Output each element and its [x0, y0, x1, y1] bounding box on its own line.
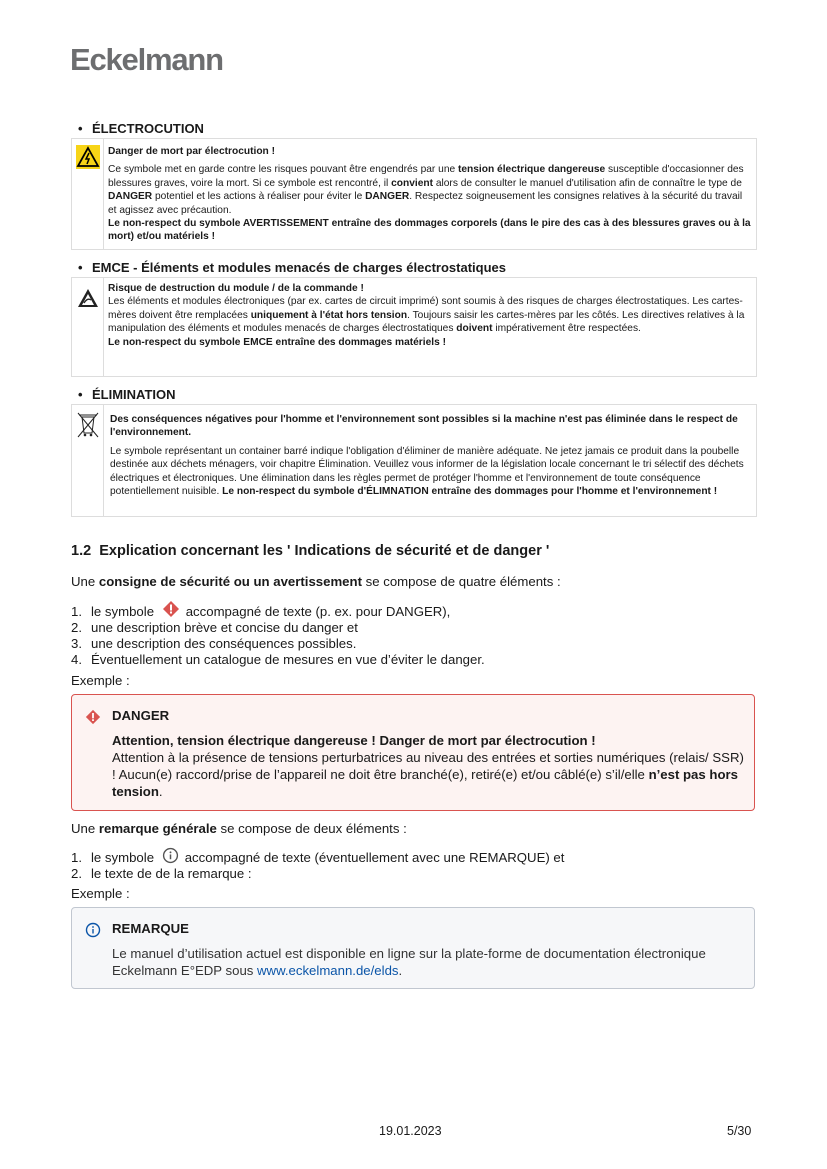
symbol-footer: Le non-respect du symbole EMCE entraîne des dommages matériels ! — [108, 336, 446, 348]
intro-safety — [71, 574, 561, 589]
info-icon — [85, 922, 101, 938]
symbol-body — [108, 295, 753, 335]
info-icon — [162, 847, 179, 864]
list-item: 2. une description brève et concise du danger et — [71, 620, 358, 635]
text-segment: alors de consulter le manuel d'utilisation afin de connaître le type de — [433, 177, 742, 189]
list-item: 2. le texte de de la remarque : — [71, 866, 252, 881]
symbol-lead: Risque de destruction du module / de la commande ! — [108, 283, 364, 294]
section-heading-electrocution: • ÉLECTROCUTION — [78, 121, 204, 136]
danger-diamond-icon — [85, 709, 101, 725]
text-segment: . Respectez soigneusement les consignes relatives à la sécurité du travail et agissez avec précaution. — [108, 191, 743, 216]
text-segment: Une — [71, 821, 99, 836]
example-label: Exemple : — [71, 673, 130, 688]
text-segment: se compose de quatre éléments : — [361, 574, 561, 589]
safety-elements-list — [71, 600, 485, 668]
text-segment: . Toujours saisir les cartes-mères par les côtés. Les directives relatives à la manipulation des éléments et modules menacés de charges électrostatiques — [108, 309, 745, 335]
symbol-body — [108, 163, 753, 217]
bold-text: convient — [391, 177, 433, 189]
eckelmann-logo: Eckelmann — [70, 42, 223, 77]
note-title: REMARQUE — [112, 921, 189, 936]
bold-text: doivent — [456, 323, 493, 335]
text-segment: impérativement être respectées. — [492, 323, 641, 335]
danger-panel — [71, 694, 755, 811]
list-item: 1. le symbole accompagné de texte (éventuellement avec une REMARQUE) et — [71, 847, 564, 866]
danger-diamond-icon — [162, 600, 180, 618]
text-segment: . — [158, 784, 163, 799]
text-segment: se compose de deux éléments : — [216, 821, 407, 836]
elds-link[interactable]: www.eckelmann.de/elds — [257, 963, 399, 978]
text-segment: Le symbole représentant un container barré indique l'obligation d'éliminer de manière adéquate. Ne jetez jamais ce produit dans la poubelle destinée aux déchets ménagers, voir chapitre Élimination. Veuillez vous informer de la législation locale concernant le tri sélectif des déchets électriques et électroniques. Une élimination dans les règles permet de protéger l'homme et l'environnement de toute conséquence potentiellement nuisible. — [110, 445, 744, 498]
bold-text: uniquement à l'état hors tension — [250, 309, 408, 321]
footer-page-number: 5/30 — [727, 1124, 752, 1138]
text-segment: Les éléments et modules électroniques (par ex. cartes de circuit imprimé) sont soumis à des risques de charges électrostatiques. Les cartes-mères doivent être remplacées — [108, 296, 743, 321]
symbol-table-electrocution — [71, 138, 757, 250]
bold-text: Le non-respect du symbole d'ÉLIMNATION entraîne des dommages pour l'homme et l'environnement ! — [222, 486, 718, 498]
section-heading-elimination: • ÉLIMINATION — [78, 387, 176, 402]
crossed-bin-icon — [72, 405, 104, 516]
electric-hazard-icon — [72, 139, 104, 249]
bold-text: n’est pas hors tension — [112, 767, 738, 799]
bold-text: DANGER — [108, 191, 153, 203]
danger-title: DANGER — [112, 708, 170, 723]
note-end: . — [398, 963, 403, 978]
note-elements-list — [71, 847, 564, 882]
note-panel — [71, 907, 755, 989]
danger-body — [112, 749, 744, 800]
text-segment: susceptible d'occasionner des blessures graves, voire la mort. Si ce symbole est rencontré, il — [108, 164, 744, 189]
text-segment: Attention à la présence de tensions perturbatrices au niveau des entrées et sorties numériques (relais/ SSR) ! Aucun(e) raccord/prise de l’appareil ne doit être branché(e), retiré(e) et/ou câblé(e) s’il/elle — [112, 750, 744, 782]
footer-date: 19.01.2023 — [379, 1124, 442, 1138]
note-body: Le manuel d’utilisation actuel est disponible en ligne sur la plate-forme de documentation électronique Eckelmann E°EDP sous — [112, 946, 706, 978]
example-label: Exemple : — [71, 886, 130, 901]
bold-text: DANGER — [365, 191, 410, 203]
text-segment: Ce symbole met en garde contre les risques pouvant être engendrés par une — [108, 164, 458, 176]
symbol-body — [110, 445, 753, 499]
text-segment: Une — [71, 574, 99, 589]
list-item: 4. Éventuellement un catalogue de mesures en vue d’éviter le danger. — [71, 652, 485, 667]
intro-note — [71, 821, 407, 836]
bold-text: remarque générale — [98, 821, 217, 836]
symbol-lead: Des conséquences négatives pour l'homme et l'environnement sont possibles si la machine n'est pas éliminée dans le respect de l'environnement. — [110, 414, 738, 439]
list-item: 3. une description des conséquences possibles. — [71, 636, 357, 651]
esd-icon — [72, 278, 104, 376]
section-heading-1-2: 1.2 Explication concernant les ' Indications de sécurité et de danger ' — [71, 543, 550, 559]
text-segment: potentiel et les actions à réaliser pour éviter le — [152, 191, 366, 203]
symbol-table-emce — [71, 277, 757, 377]
symbol-footer: Le non-respect du symbole AVERTISSEMENT entraîne des dommages corporels (dans le pire des cas à des blessures graves ou à la mort) et/ou matériels ! — [108, 218, 751, 243]
symbol-lead: Danger de mort par électrocution ! — [108, 146, 275, 157]
danger-headline: Attention, tension électrique dangereuse ! Danger de mort par électrocution ! — [112, 733, 596, 748]
section-heading-emce: • EMCE - Éléments et modules menacés de charges électrostatiques — [78, 260, 506, 275]
bold-text: tension électrique dangereuse — [457, 164, 606, 176]
list-item: 1. le symbole accompagné de texte (p. ex. pour DANGER), — [71, 600, 485, 620]
bold-text: consigne de sécurité ou un avertissement — [98, 574, 362, 589]
symbol-table-elimination — [71, 404, 757, 517]
